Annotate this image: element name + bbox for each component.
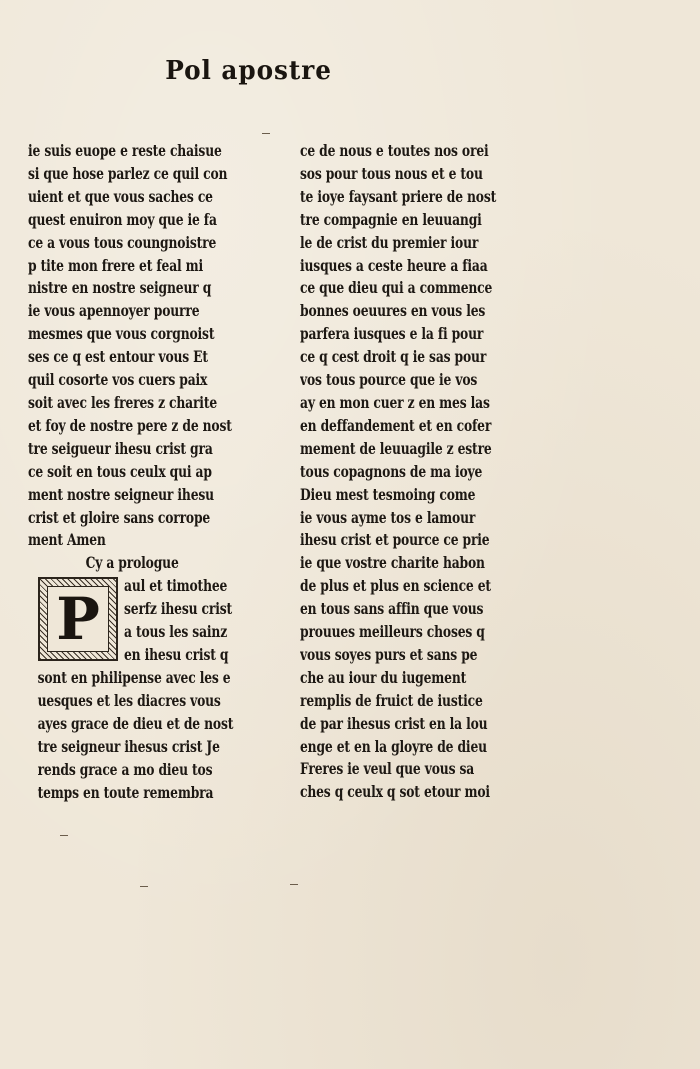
text-line: ie suis euope e reste chaisue [28, 142, 222, 160]
text-line: de plus et plus en science et [300, 577, 491, 596]
text-line: de par ihesus crist en la lou [300, 714, 488, 733]
text-line: sont en philipense avec les e [37, 669, 231, 688]
text-line: quil cosorte vos cuers paix [28, 371, 208, 390]
margin-mark [290, 884, 298, 885]
text-line: bonnes oeuures en vous les [300, 302, 486, 321]
text-line: ay en mon cuer z en mes las [300, 393, 490, 412]
initial-lines [124, 575, 324, 667]
drop-cap-woodcut [38, 577, 118, 661]
text-line: ses ce q est entour vous Et [28, 348, 208, 367]
text-line: prouues meilleurs choses q [300, 623, 485, 642]
text-line: sos pour tous nous et e tou [300, 164, 483, 183]
text-line: p tite mon frere et feal mi [28, 256, 204, 275]
text-line: Dieu mest tesmoing come [300, 485, 476, 504]
text-line: iusques a ceste heure a fiaa [300, 256, 488, 275]
text-line: uient et que vous saches ce [28, 187, 213, 206]
drop-cap-letter: P [56, 585, 100, 654]
text-line: ment nostre seigneur ihesu [28, 485, 214, 504]
text-line: te ioye faysant priere de nost [300, 187, 497, 206]
text-line: ihesu crist et pource ce prie [300, 531, 490, 550]
text-line: ce de nous e toutes nos orei [300, 142, 489, 160]
text-line: uesques et les diacres vous [37, 692, 221, 711]
text-line: quest enuiron moy que ie fa [28, 210, 217, 229]
text-line: si que hose parlez ce quil con [28, 164, 228, 183]
text-line: mement de leuuagile z estre [300, 439, 492, 458]
text-line: che au iour du iugement [300, 668, 467, 687]
text-line: ment Amen [28, 531, 106, 550]
left-column-text-after [28, 667, 264, 804]
text-line: le de crist du premier iour [300, 233, 479, 252]
text-line: ie vous ayme tos e lamour [300, 508, 476, 527]
text-line: ie vous apennoyer pourre [28, 302, 200, 321]
text-line: ce q cest droit q ie sas pour [300, 348, 487, 367]
text-line: ches q ceulx q sot etour moi [300, 783, 490, 802]
text-line: tous copagnons de ma ioye [300, 462, 483, 481]
initial-block [28, 575, 264, 667]
text-line: en tous sans affin que vous [300, 600, 484, 619]
text-line: ce soit en tous ceulx qui ap [28, 462, 212, 481]
text-line: Freres ie veul que vous sa [300, 760, 475, 779]
text-line: rends grace a mo dieu tos [37, 760, 213, 779]
margin-mark [140, 886, 148, 887]
left-column [28, 140, 264, 805]
prologue-heading: Cy a prologue [85, 554, 179, 573]
text-line: remplis de fruict de iustice [300, 691, 483, 710]
text-line: nistre en nostre seigneur q [28, 279, 212, 298]
text-line: mesmes que vous corgnoist [28, 325, 215, 344]
text-line: parfera iusques e la fi pour [300, 325, 484, 344]
text-line: temps en toute remembra [37, 783, 214, 802]
text-line: ce que dieu qui a commence [300, 279, 493, 298]
right-column [300, 140, 540, 804]
margin-mark [60, 835, 68, 836]
margin-mark [262, 133, 270, 134]
running-head: Pol apostre [165, 56, 332, 86]
text-line: tre seigneur ihesus crist Je [37, 737, 220, 756]
left-column-text [28, 140, 264, 552]
text-line: aul et timothee [124, 577, 228, 596]
text-line: tre seigueur ihesu crist gra [28, 439, 213, 458]
text-line: tre compagnie en leuuangi [300, 210, 482, 229]
text-line: ce a vous tous coungnoistre [28, 233, 217, 252]
text-line: soit avec les freres z charite [28, 393, 218, 412]
text-line: vous soyes purs et sans pe [300, 645, 478, 664]
text-line: vos tous pource que ie vos [300, 371, 478, 390]
text-line: en deffandement et en cofer [300, 416, 492, 435]
text-line: crist et gloire sans corrope [28, 508, 211, 527]
text-line: ayes grace de dieu et de nost [37, 715, 234, 734]
text-line: ie que vostre charite habon [300, 554, 485, 573]
text-line: a tous les sainz [124, 623, 228, 642]
text-line: et foy de nostre pere z de nost [28, 416, 232, 435]
text-line: enge et en la gloyre de dieu [300, 737, 487, 756]
text-line: en ihesu crist q [124, 645, 229, 664]
text-line: serfz ihesu crist [124, 600, 233, 619]
